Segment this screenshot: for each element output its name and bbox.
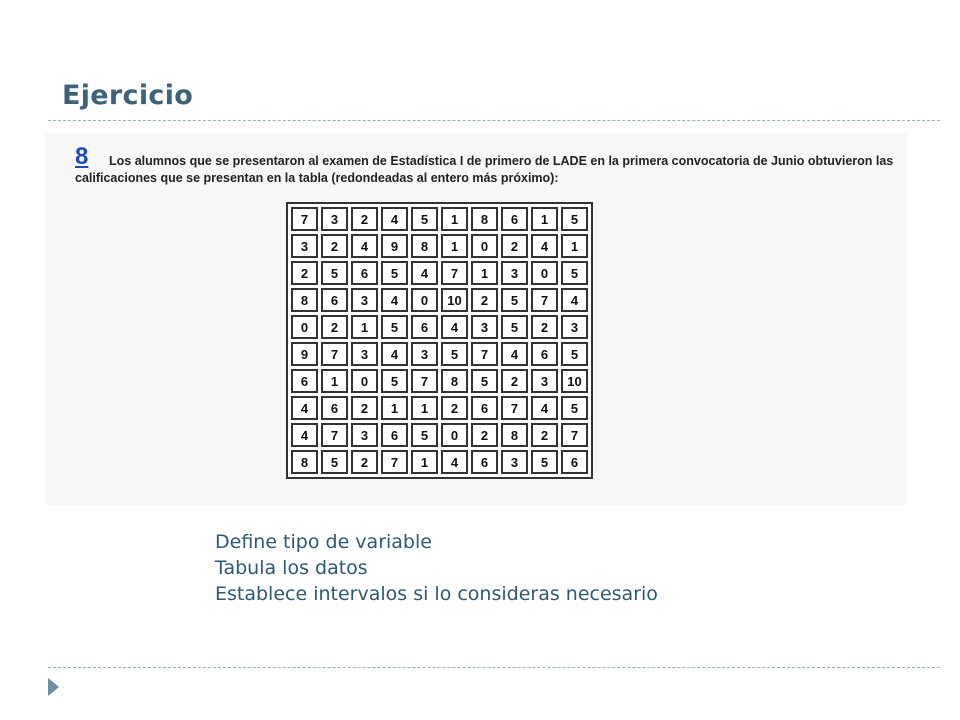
table-cell: 5 [381, 315, 408, 339]
table-cell: 1 [561, 234, 588, 258]
table-cell: 5 [321, 261, 348, 285]
table-cell: 4 [531, 396, 558, 420]
table-cell: 2 [321, 315, 348, 339]
table-cell: 1 [441, 207, 468, 231]
table-cell: 2 [531, 423, 558, 447]
table-cell: 0 [351, 369, 378, 393]
table-cell: 1 [411, 450, 438, 474]
table-cell: 5 [321, 450, 348, 474]
table-cell: 7 [531, 288, 558, 312]
table-cell: 2 [531, 315, 558, 339]
table-cell: 2 [441, 396, 468, 420]
table-cell: 3 [351, 342, 378, 366]
table-row [291, 396, 588, 420]
table-cell: 3 [561, 315, 588, 339]
table-cell: 8 [501, 423, 528, 447]
table-cell: 4 [351, 234, 378, 258]
table-cell: 3 [411, 342, 438, 366]
table-cell: 1 [411, 396, 438, 420]
table-cell: 7 [441, 261, 468, 285]
table-cell: 0 [291, 315, 318, 339]
table-cell: 1 [531, 207, 558, 231]
table-cell: 2 [351, 396, 378, 420]
table-cell: 6 [531, 342, 558, 366]
table-cell: 4 [531, 234, 558, 258]
slide-title: Ejercicio [62, 80, 194, 111]
table-cell: 1 [441, 234, 468, 258]
table-cell: 5 [471, 369, 498, 393]
table-row [291, 450, 588, 474]
instruction-item: Define tipo de variable [215, 531, 432, 553]
table-cell: 3 [471, 315, 498, 339]
table-cell: 6 [321, 396, 348, 420]
table-cell: 8 [411, 234, 438, 258]
table-cell: 2 [501, 234, 528, 258]
exercise-figure [45, 133, 907, 505]
table-cell: 6 [561, 450, 588, 474]
table-row [291, 288, 588, 312]
table-cell: 5 [561, 207, 588, 231]
table-cell: 2 [291, 261, 318, 285]
table-cell: 2 [351, 207, 378, 231]
table-cell: 3 [291, 234, 318, 258]
table-cell: 0 [411, 288, 438, 312]
table-cell: 6 [471, 396, 498, 420]
table-cell: 7 [471, 342, 498, 366]
table-cell: 7 [561, 423, 588, 447]
table-cell: 5 [501, 288, 528, 312]
table-cell: 6 [501, 207, 528, 231]
table-row [291, 423, 588, 447]
exercise-statement: Los alumnos que se presentaron al examen de Estadística I de primero de LADE en la primera convocatoria de Junio obtuvieron las calificaciones que se presentan en la tabla (redondeadas al entero más próximo): [75, 154, 894, 185]
table-cell: 5 [561, 396, 588, 420]
instruction-item: Tabula los datos [215, 557, 368, 579]
table-cell: 10 [441, 288, 468, 312]
table-cell: 0 [531, 261, 558, 285]
table-cell: 2 [471, 288, 498, 312]
table-cell: 0 [471, 234, 498, 258]
table-cell: 2 [321, 234, 348, 258]
table-cell: 4 [381, 342, 408, 366]
table-cell: 5 [531, 450, 558, 474]
table-cell: 8 [291, 288, 318, 312]
instruction-item: Establece intervalos si lo consideras necesario [215, 583, 658, 605]
table-cell: 5 [441, 342, 468, 366]
footer-divider [48, 667, 940, 668]
table-cell: 3 [351, 288, 378, 312]
table-cell: 4 [381, 288, 408, 312]
table-cell: 3 [501, 261, 528, 285]
table-cell: 0 [441, 423, 468, 447]
table-cell: 1 [321, 369, 348, 393]
table-cell: 4 [381, 207, 408, 231]
table-cell: 1 [471, 261, 498, 285]
table-cell: 6 [351, 261, 378, 285]
table-row [291, 315, 588, 339]
table-cell: 6 [321, 288, 348, 312]
table-cell: 6 [471, 450, 498, 474]
table-cell: 4 [291, 423, 318, 447]
table-cell: 5 [381, 261, 408, 285]
instructions-list [215, 529, 658, 607]
table-cell: 7 [501, 396, 528, 420]
table-cell: 7 [321, 342, 348, 366]
table-cell: 4 [411, 261, 438, 285]
table-cell: 4 [291, 396, 318, 420]
table-row [291, 261, 588, 285]
table-cell: 1 [351, 315, 378, 339]
table-cell: 6 [291, 369, 318, 393]
table-cell: 2 [501, 369, 528, 393]
table-cell: 7 [381, 450, 408, 474]
table-cell: 8 [291, 450, 318, 474]
table-cell: 2 [351, 450, 378, 474]
table-cell: 5 [561, 261, 588, 285]
table-cell: 7 [291, 207, 318, 231]
table-cell: 3 [531, 369, 558, 393]
table-row [291, 234, 588, 258]
table-cell: 5 [411, 207, 438, 231]
table-cell: 5 [501, 315, 528, 339]
table-cell: 8 [471, 207, 498, 231]
table-cell: 3 [501, 450, 528, 474]
table-cell: 6 [411, 315, 438, 339]
grades-table [286, 202, 593, 479]
table-cell: 5 [561, 342, 588, 366]
table-cell: 5 [411, 423, 438, 447]
table-cell: 1 [381, 396, 408, 420]
exercise-number: 8 [75, 143, 89, 170]
table-row [291, 207, 588, 231]
table-cell: 2 [471, 423, 498, 447]
table-cell: 3 [351, 423, 378, 447]
table-cell: 7 [411, 369, 438, 393]
table-row [291, 342, 588, 366]
table-cell: 9 [381, 234, 408, 258]
triangle-right-icon [48, 678, 59, 696]
table-cell: 10 [561, 369, 588, 393]
table-cell: 4 [501, 342, 528, 366]
table-cell: 6 [381, 423, 408, 447]
table-cell: 4 [441, 315, 468, 339]
table-row [291, 369, 588, 393]
title-divider [48, 120, 940, 121]
table-cell: 7 [321, 423, 348, 447]
table-cell: 9 [291, 342, 318, 366]
table-cell: 3 [321, 207, 348, 231]
table-cell: 4 [441, 450, 468, 474]
table-cell: 5 [381, 369, 408, 393]
table-cell: 8 [441, 369, 468, 393]
table-cell: 4 [561, 288, 588, 312]
